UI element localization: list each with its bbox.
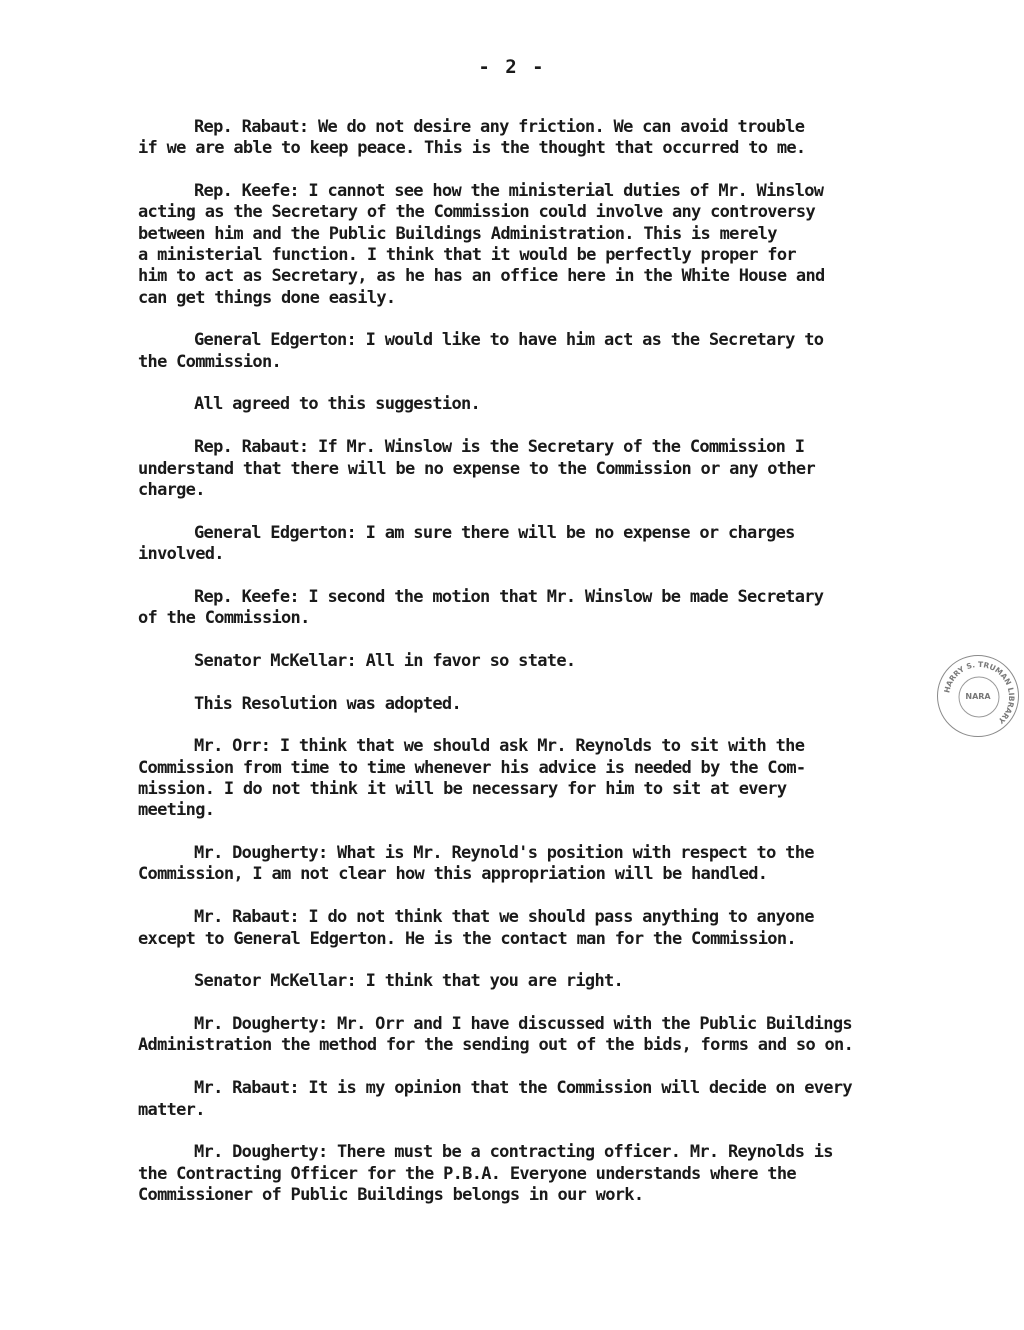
text-line: Commissioner of Public Buildings belongs in our work.: [138, 1184, 644, 1205]
text-line: Rep. Keefe: I cannot see how the ministerial duties of Mr. Winslow: [194, 181, 824, 202]
stamp-ring-label: HARRY S. TRUMAN LIBRARY: [942, 659, 1017, 726]
paragraph-rabaut-expense: [138, 437, 928, 501]
text-line: Rep. Keefe: I second the motion that Mr. Winslow be made Secretary: [194, 586, 824, 607]
paragraph-keefe-second: [138, 587, 928, 630]
text-line: Commission from time to time whenever his advice is needed by the Com-: [138, 757, 806, 778]
paragraph-orr-reynolds: [138, 736, 928, 821]
paragraph-mckellar-right: [138, 971, 928, 992]
text-line: Mr. Rabaut: It is my opinion that the Commission will decide on every: [194, 1078, 852, 1099]
text-line: involved.: [138, 543, 224, 564]
text-line: Mr. Dougherty: There must be a contracting officer. Mr. Reynolds is: [194, 1142, 833, 1163]
text-line: Mr. Orr: I think that we should ask Mr. Reynolds to sit with the: [194, 736, 805, 757]
paragraph-edgerton-secretary: [138, 330, 928, 373]
text-line: Commission, I am not clear how this appropriation will be handled.: [138, 864, 768, 885]
text-line: Rep. Rabaut: We do not desire any friction. We can avoid trouble: [194, 117, 805, 137]
paragraph-resolution-adopted: [138, 694, 928, 715]
text-line: matter.: [138, 1099, 205, 1120]
text-line: between him and the Public Buildings Administration. This is merely: [138, 223, 777, 244]
text-line: Rep. Rabaut: If Mr. Winslow is the Secretary of the Commission I: [194, 437, 805, 458]
text-line: if we are able to keep peace. This is the thought that occurred to me.: [138, 138, 806, 159]
paragraph-mckellar-favor: [138, 651, 928, 672]
text-line: All agreed to this suggestion.: [194, 394, 481, 415]
text-line: Administration the method for the sending out of the bids, forms and so on.: [138, 1035, 854, 1056]
paragraph-rabaut-opinion: [138, 1078, 928, 1121]
paragraph-rabaut-friction: [138, 117, 928, 160]
paragraph-keefe-ministerial: [138, 181, 928, 309]
text-line: Mr. Dougherty: Mr. Orr and I have discussed with the Public Buildings: [194, 1014, 852, 1035]
text-line: can get things done easily.: [138, 287, 396, 308]
text-line: meeting.: [138, 800, 215, 821]
paragraph-dougherty-bids: [138, 1014, 928, 1057]
paragraph-edgerton-charges: [138, 523, 928, 566]
text-line: Senator McKellar: All in favor so state.: [194, 650, 576, 671]
text-line: except to General Edgerton. He is the contact man for the Commission.: [138, 928, 796, 949]
text-line: Mr. Rabaut: I do not think that we should pass anything to anyone: [194, 907, 814, 928]
text-line: General Edgerton: I am sure there will be no expense or charges: [194, 522, 795, 543]
document-body: [138, 117, 928, 1228]
text-line: General Edgerton: I would like to have him act as the Secretary to: [194, 330, 824, 351]
library-stamp: [937, 655, 1019, 737]
text-line: the Contracting Officer for the P.B.A. Everyone understands where the: [138, 1163, 796, 1184]
text-line: This Resolution was adopted.: [194, 693, 461, 714]
paragraph-dougherty-contracting: [138, 1142, 928, 1206]
text-line: the Commission.: [138, 351, 282, 372]
paragraph-all-agreed: [138, 394, 928, 415]
text-line: charge.: [138, 479, 205, 500]
text-line: Senator McKellar: I think that you are right.: [194, 971, 624, 992]
text-line: him to act as Secretary, as he has an office here in the White House and: [138, 266, 825, 287]
text-line: mission. I do not think it will be necessary for him to sit at every: [138, 779, 787, 800]
text-line: of the Commission.: [138, 608, 310, 629]
text-line: acting as the Secretary of the Commission could involve any controversy: [138, 202, 815, 223]
text-line: a ministerial function. I think that it would be perfectly proper for: [138, 244, 796, 265]
paragraph-rabaut-contact: [138, 907, 928, 950]
text-line: understand that there will be no expense to the Commission or any other: [138, 458, 815, 479]
text-line: Mr. Dougherty: What is Mr. Reynold's position with respect to the: [194, 843, 814, 864]
page-number: - 2 -: [478, 56, 546, 78]
paragraph-dougherty-position: [138, 843, 928, 886]
stamp-center-label: NARA: [965, 691, 991, 701]
